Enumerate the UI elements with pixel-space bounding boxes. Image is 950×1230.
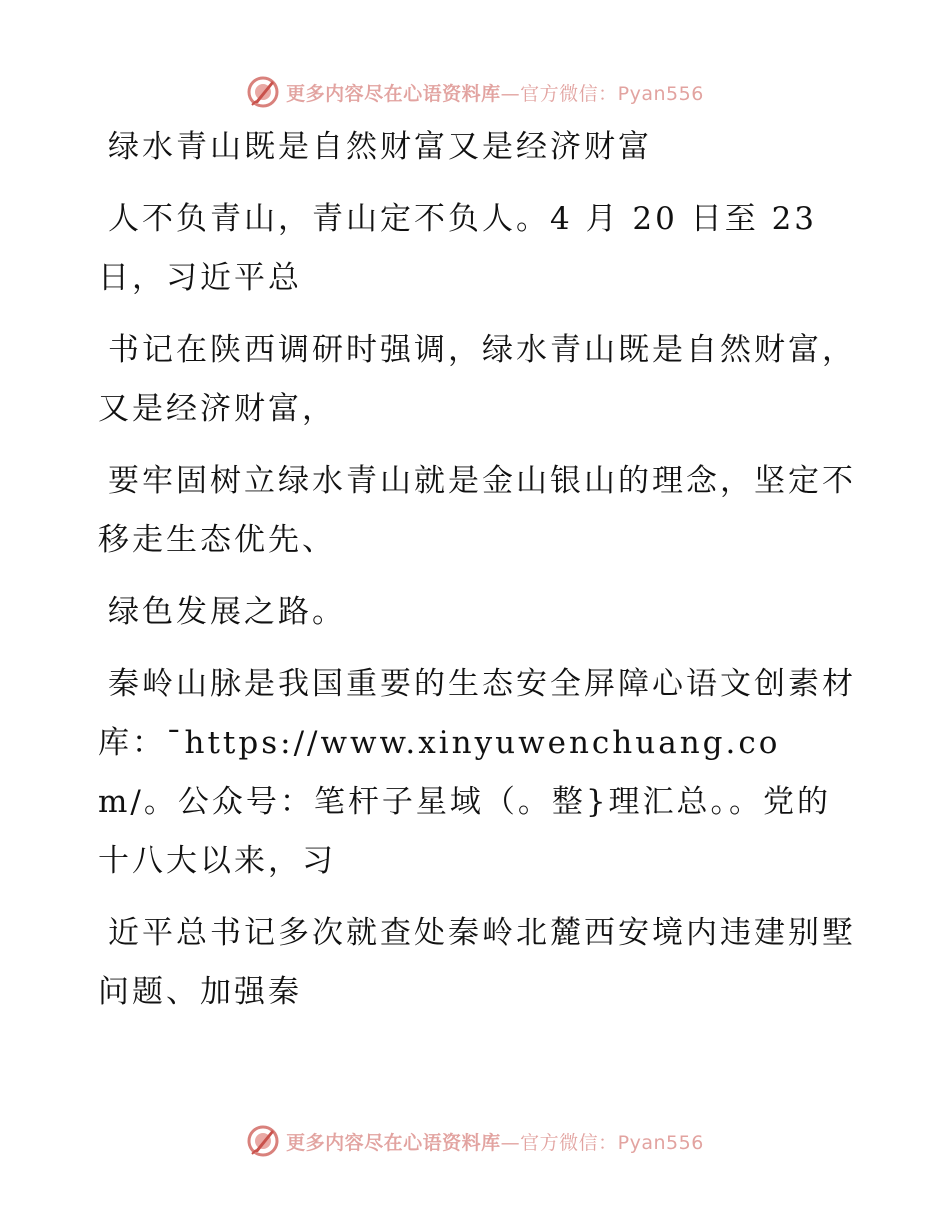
watermark-contact: —官方微信：Pyan556 [500, 82, 704, 105]
paragraph: 人不负青山，青山定不负人。4 月 20 日至 23 日，习近平总 [98, 201, 818, 296]
watermark-brand: 更多内容尽在心语资料库 [286, 1131, 501, 1154]
document-body [98, 118, 858, 1035]
quill-pen-logo-icon [246, 1124, 280, 1158]
paragraph: 要牢固树立绿水青山就是金山银山的理念，坚定不移走生态优先、 [98, 463, 856, 558]
paragraph-title: 绿水青山既是自然财富又是经济财富 [108, 129, 652, 165]
paragraph: 书记在陕西调研时强调，绿水青山既是自然财富，又是经济财富， [98, 332, 856, 427]
footer-watermark [0, 1121, 950, 1161]
paragraph: 近平总书记多次就查处秦岭北麓西安境内违建别墅问题、加强秦 [98, 915, 856, 1010]
header-watermark [0, 72, 950, 112]
watermark-contact: —官方微信：Pyan556 [500, 1131, 704, 1154]
watermark-text [286, 79, 704, 106]
watermark-brand: 更多内容尽在心语资料库 [286, 82, 501, 105]
quill-pen-logo-icon [246, 75, 280, 109]
watermark-text [286, 1128, 704, 1155]
paragraph-with-link: 秦岭山脉是我国重要的生态安全屏障心语文创素材库：¯https://www.xinyuwenchuang.com/。公众号：笔杆子星域（。整}理汇总。。党的十八大以来，习 [98, 666, 856, 879]
paragraph: 绿色发展之路。 [108, 594, 346, 630]
